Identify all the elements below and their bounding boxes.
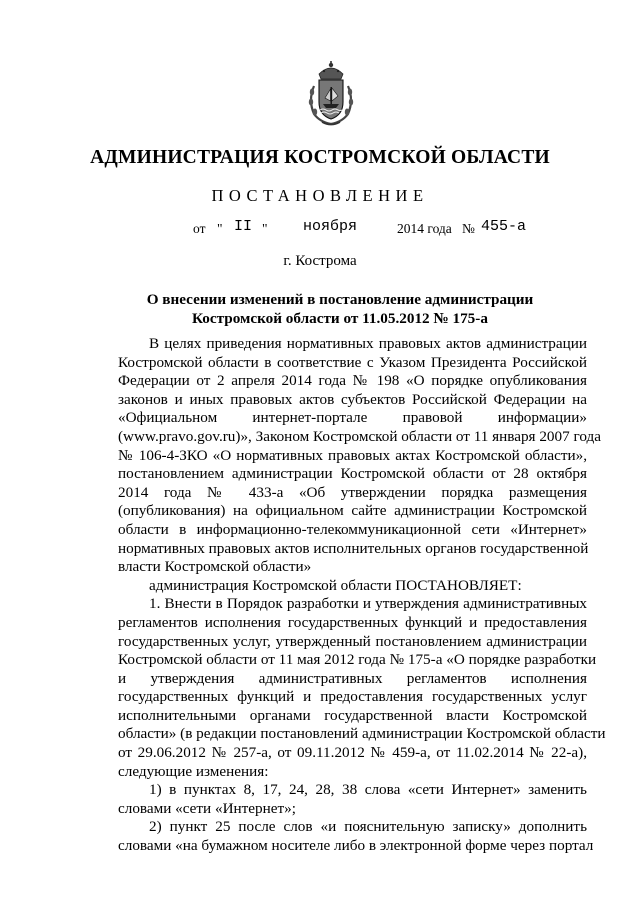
organization-title: АДМИНИСТРАЦИЯ КОСТРОМСКОЙ ОБЛАСТИ (90, 147, 550, 168)
item-1-paragraph (118, 595, 606, 781)
coat-of-arms-icon (304, 60, 358, 128)
text-line: 1) в пунктах 8, 17, 24, 28, 38 слова «сети Интернет» заменить (149, 781, 587, 799)
text-line: «Официальном интернет-портале правовой информации» (118, 409, 587, 427)
text-line: нормативных правовых актов исполнительных органов государственной (118, 539, 589, 557)
text-line: власти Костромской области» (118, 558, 312, 576)
text-line: постановлением администрации Костромской области от 28 октября (118, 465, 587, 483)
text-line: от 29.06.2012 № 257-а, от 09.11.2012 № 459-а, от 11.02.2014 № 22-а), (118, 744, 587, 762)
document-type: ПОСТАНОВЛЕНИЕ (211, 186, 429, 205)
document-body (118, 335, 606, 856)
text-line: Костромской области от 11 мая 2012 года № 175-а «О порядке разработки (118, 651, 597, 669)
date-quote-open: " (217, 221, 223, 236)
text-line: словами «сети «Интернет»; (118, 799, 296, 817)
date-year: 2014 года (397, 221, 452, 236)
text-line: исполнительными органами государственной власти Костромской (118, 706, 587, 724)
text-line: 2014 года № 433-а «Об утверждении порядка размещения (118, 483, 587, 501)
date-month: ноября (303, 218, 358, 235)
document-number: 455-а (481, 218, 527, 235)
text-line: (опубликования) на официальном сайте администрации Костромской (118, 502, 587, 520)
text-line: 1. Внести в Порядок разработки и утверждения административных (149, 595, 587, 613)
text-line: администрация Костромской области ПОСТАНОВЛЯЕТ: (149, 576, 522, 594)
text-line: Федерации от 2 апреля 2014 года № 198 «О порядке опубликования (118, 372, 587, 390)
date-prefix: от (193, 221, 206, 236)
subitem-1-paragraph (118, 781, 587, 818)
text-line: и утверждения административных регламентов исполнения (118, 669, 587, 687)
city-name: г. Кострома (283, 253, 357, 269)
text-line: 2) пункт 25 после слов «и пояснительную записку» дополнить (149, 818, 587, 836)
text-line: (www.pravo.gov.ru)», Законом Костромской области от 11 января 2007 года (118, 427, 601, 445)
text-line: Костромской области в соответствие с Указом Президента Российской (118, 353, 587, 371)
number-sign: № (462, 221, 475, 236)
text-line: В целях приведения нормативных правовых актов администрации (149, 335, 587, 352)
text-line: следующие изменения: (118, 762, 269, 780)
date-quote-close: " (262, 221, 268, 236)
text-line: государственных функций и предоставления государственных услуг (118, 688, 587, 706)
subject-line-1: О внесении изменений в постановление администрации (146, 291, 534, 308)
text-line: № 106-4-ЗКО «О нормативных правовых актах Костромской области», (118, 446, 587, 464)
resolution-paragraph (118, 577, 587, 596)
text-line: регламентов исполнения государственных функций и предоставления (118, 613, 587, 631)
text-line: словами «на бумажном носителе либо в электронной форме через портал (118, 837, 594, 855)
date-number-line (0, 218, 640, 238)
text-line: законов и иных правовых актов субъектов Российской Федерации на (118, 390, 587, 408)
text-line: области в информационно-телекоммуникационной сети «Интернет» (118, 520, 587, 538)
subitem-2-paragraph (118, 818, 594, 855)
preamble-paragraph (118, 335, 601, 577)
text-line: государственных услуг, утвержденный постановлением администрации (118, 632, 587, 650)
text-line: области» (в редакции постановлений администрации Костромской области (118, 725, 606, 743)
date-day: II (234, 218, 253, 235)
subject-line-2: Костромской области от 11.05.2012 № 175-а (192, 310, 488, 327)
